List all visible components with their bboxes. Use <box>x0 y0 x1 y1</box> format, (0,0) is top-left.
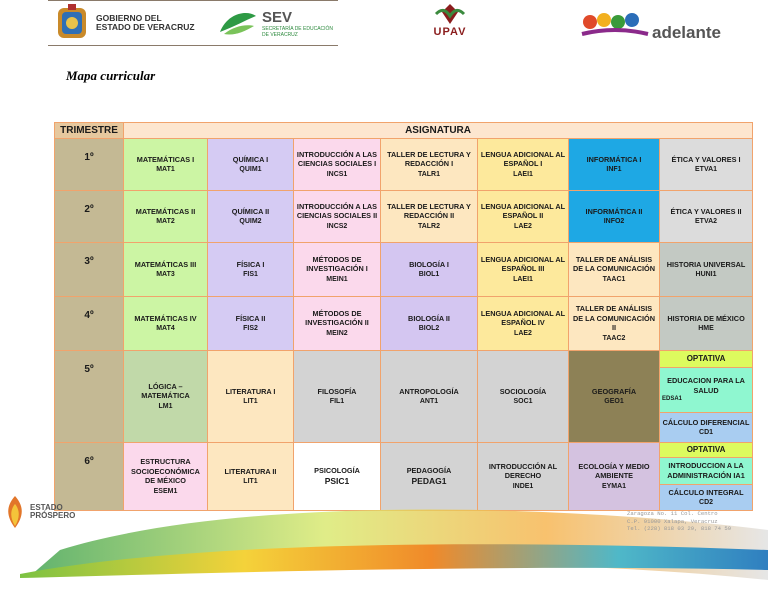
sev-name: SEV <box>262 8 293 26</box>
subject-cell <box>569 191 660 243</box>
subject-code: ESEM1 <box>153 487 178 495</box>
footer-banner <box>0 480 768 594</box>
subject-code: MEIN1 <box>326 276 348 283</box>
subject-name: LENGUA ADICIONAL AL ESPAÑOL I <box>480 149 566 169</box>
optativa-cell <box>660 413 753 443</box>
subject-name: TALLER DE LECTURA Y REDACCIÓN I <box>387 149 471 169</box>
subject-cell <box>124 351 208 443</box>
subject-code: FIS2 <box>243 325 258 333</box>
upav-subtitle <box>450 38 451 42</box>
subject-name: EDUCACION PARA LA SALUD <box>667 375 745 395</box>
address-block <box>627 510 731 533</box>
subject-code: INFO2 <box>603 218 625 226</box>
subject-name: HISTORIA UNIVERSAL <box>666 259 746 269</box>
subject-cell <box>381 243 478 297</box>
upav-logo <box>415 2 485 42</box>
trimester-label: 5º <box>55 351 124 443</box>
curriculum-table <box>54 122 753 511</box>
subject-name: MATEMÁTICAS III <box>134 259 197 269</box>
adelante-word: adelante <box>652 23 721 42</box>
table-row <box>55 191 753 243</box>
subject-cell <box>381 139 478 191</box>
subject-code: MAT1 <box>156 166 175 174</box>
subject-name: INTRODUCCIÓN AL DERECHO <box>488 461 558 481</box>
subject-name: SOCIOLOGÍA <box>499 386 547 396</box>
subject-name: GEOGRAFÍA <box>591 386 637 396</box>
subject-code: CD1 <box>699 429 714 437</box>
gobierno-veracruz-logo <box>48 0 338 46</box>
subject-name: CÁLCULO DIFERENCIAL <box>662 417 750 427</box>
subject-name: BIOLOGÍA I <box>409 259 449 269</box>
subject-code: INDE1 <box>512 483 534 490</box>
subject-code: INF1 <box>606 166 622 174</box>
subject-name: INFORMÁTICA I <box>586 154 642 164</box>
prospero-line2: PRÓSPERO <box>30 511 76 520</box>
subject-name: ÉTICA Y VALORES I <box>671 154 741 164</box>
subject-name: MÉTODOS DE INVESTIGACIÓN I <box>306 254 368 274</box>
subject-cell <box>478 243 569 297</box>
upav-emblem-icon <box>432 2 468 26</box>
estado-prospero-logo <box>2 494 75 530</box>
subject-cell <box>381 351 478 443</box>
subject-cell <box>569 139 660 191</box>
subject-name: LENGUA ADICIONAL AL ESPAÑOL II <box>480 201 566 221</box>
subject-cell <box>124 191 208 243</box>
subject-name: ANTROPOLOGÍA <box>399 386 459 396</box>
subject-name: LITERATURA I <box>225 386 276 396</box>
header-row <box>55 123 753 139</box>
subject-code: EDSA1 <box>662 396 683 403</box>
subject-code: HME <box>698 325 714 333</box>
table-row <box>55 443 753 458</box>
subject-code: LAEI1 <box>513 276 533 283</box>
subject-name: BIOLOGÍA II <box>408 313 450 323</box>
subject-code: MEIN2 <box>326 330 348 337</box>
table-row <box>55 139 753 191</box>
subject-name: QUÍMICA I <box>232 154 269 164</box>
prospero-line1: ESTADO <box>30 502 63 512</box>
subject-cell <box>294 297 381 351</box>
subject-code: LAE2 <box>514 330 532 337</box>
subject-name: MÉTODOS DE INVESTIGACIÓN II <box>305 308 369 328</box>
subject-name: ECOLOGÍA Y MEDIO AMBIENTE <box>578 461 650 481</box>
subject-cell <box>478 297 569 351</box>
subject-name: MATEMÁTICAS IV <box>134 313 197 323</box>
gob-line2: ESTADO DE VERACRUZ <box>96 22 195 32</box>
table-row <box>55 243 753 297</box>
subject-name: INTRODUCCION A LA ADMINISTRACIÓN <box>667 461 744 480</box>
subject-code: BIOL2 <box>418 325 440 333</box>
subject-cell <box>294 139 381 191</box>
subject-code: TAAC2 <box>602 334 626 342</box>
page-title: Mapa curricular <box>66 68 156 83</box>
sev-logo <box>218 8 334 38</box>
subject-cell <box>124 139 208 191</box>
address-line2: C.P. 91000 Xalapa, Veracruz <box>627 517 718 525</box>
trimester-label: 2º <box>55 191 124 243</box>
subject-cell <box>478 351 569 443</box>
subject-code: LAEI1 <box>513 171 533 178</box>
upav-name: UPAV <box>433 26 467 38</box>
subject-code: CD2 <box>699 499 714 507</box>
subject-cell <box>208 243 294 297</box>
optativa-header: OPTATIVA <box>660 443 753 458</box>
subject-name: CÁLCULO INTEGRAL <box>668 487 744 497</box>
address-line1: Zaragoza No. 11 Col. Centro <box>627 510 718 517</box>
subject-name: ÉTICA Y VALORES II <box>670 206 742 216</box>
subject-code: LM1 <box>158 403 173 410</box>
subject-cell <box>660 139 753 191</box>
subject-name: TALLER DE LECTURA Y REDACCIÓN II <box>387 201 471 221</box>
subject-code: TAAC1 <box>602 276 626 283</box>
subject-cell <box>660 243 753 297</box>
subject-cell <box>294 351 381 443</box>
subject-code: PEDAG1 <box>411 476 447 487</box>
table-row <box>55 297 753 351</box>
subject-name: INTRODUCCIÓN A LAS CIENCIAS SOCIALES II <box>296 201 378 221</box>
subject-cell <box>208 351 294 443</box>
subject-cell <box>208 297 294 351</box>
subject-code: GEO1 <box>604 398 624 406</box>
adelante-logo <box>580 8 730 44</box>
subject-code: PSIC1 <box>324 476 350 487</box>
subject-code: IA1 <box>733 471 745 480</box>
subject-code: QUIM2 <box>239 218 262 226</box>
subject-name: LITERATURA II <box>224 466 277 476</box>
subject-code: MAT4 <box>156 325 175 333</box>
header-asignatura: ASIGNATURA <box>124 123 753 139</box>
sev-leaf-icon <box>218 8 258 38</box>
subject-name: QUÍMICA II <box>231 206 270 216</box>
subject-name: INFORMÁTICA II <box>585 206 643 216</box>
subject-code: ANT1 <box>419 398 439 406</box>
subject-name: ESTRUCTURA SOCIOECONÓMICA DE MÉXICO <box>131 456 200 486</box>
subject-code: FIS1 <box>243 271 258 279</box>
subject-cell <box>478 191 569 243</box>
subject-name: TALLER DE ANÁLISIS DE LA COMUNICACIÓN <box>572 254 656 274</box>
subject-name: INTRODUCCIÓN A LAS CIENCIAS SOCIALES I <box>296 149 378 169</box>
sev-subtitle: SECRETARÍA DE EDUCACIÓN DE VERACRUZ <box>262 25 334 38</box>
subject-name: FÍSICA II <box>235 313 266 323</box>
subject-code: INCS1 <box>326 171 348 178</box>
subject-name: MATEMÁTICAS I <box>136 154 195 164</box>
subject-name: PSICOLOGÍA <box>314 465 360 475</box>
subject-cell <box>569 297 660 351</box>
veracruz-crest-icon <box>52 3 92 43</box>
subject-code: BIOL1 <box>418 271 440 279</box>
subject-code: HUNI1 <box>695 271 717 279</box>
subject-code: EYMA1 <box>601 483 627 490</box>
subject-code: LIT1 <box>243 478 258 486</box>
trimester-label: 1º <box>55 139 124 191</box>
subject-cell <box>569 351 660 443</box>
subject-code: MAT3 <box>156 271 175 279</box>
table-row <box>55 351 753 368</box>
subject-code: INCS2 <box>326 223 348 230</box>
subject-name: LENGUA ADICIONAL AL ESPAÑOL IV <box>480 308 566 328</box>
address-line3: Tel. (228) 818 03 29, 818 74 59 <box>627 525 732 533</box>
subject-cell <box>294 191 381 243</box>
subject-cell <box>381 191 478 243</box>
subject-cell <box>478 139 569 191</box>
subject-code: TALR2 <box>417 223 441 230</box>
subject-code: MAT2 <box>156 218 175 226</box>
trimester-label: 6º <box>55 443 124 511</box>
subject-name: LENGUA ADICIONAL AL ESPAÑOL III <box>480 254 566 274</box>
trimester-label: 3º <box>55 243 124 297</box>
subject-name: PEDAGOGÍA <box>406 465 452 475</box>
subject-code: SOC1 <box>513 398 533 406</box>
subject-code: FIL1 <box>329 398 345 406</box>
subject-code: ETVA2 <box>695 218 718 226</box>
subject-cell <box>660 191 753 243</box>
subject-name: LÓGICA – MATEMÁTICA <box>141 381 190 401</box>
optativa-cell <box>660 368 753 413</box>
subject-name: FÍSICA I <box>236 259 265 269</box>
optativa-header: OPTATIVA <box>660 351 753 368</box>
subject-code: TALR1 <box>417 171 441 178</box>
subject-code: QUIM1 <box>239 166 262 174</box>
subject-name: FILOSOFÍA <box>317 386 357 396</box>
subject-code: LIT1 <box>243 398 258 406</box>
header-trimestre: TRIMESTRE <box>55 123 124 139</box>
subject-name: MATEMÁTICAS II <box>135 206 196 216</box>
subject-cell <box>569 243 660 297</box>
subject-code: LAE2 <box>514 223 532 230</box>
subject-cell <box>208 139 294 191</box>
subject-cell <box>124 243 208 297</box>
adelante-figures-icon <box>580 8 650 44</box>
subject-cell <box>124 297 208 351</box>
subject-name: TALLER DE ANÁLISIS DE LA COMUNICACIÓN II <box>572 303 656 333</box>
subject-code: ETVA1 <box>695 166 718 174</box>
subject-cell <box>381 297 478 351</box>
subject-cell <box>660 297 753 351</box>
subject-cell <box>294 243 381 297</box>
subject-name: HISTORIA DE MÉXICO <box>667 313 745 323</box>
gob-line1: GOBIERNO DEL <box>96 13 162 24</box>
prospero-flame-icon <box>2 494 28 530</box>
trimester-label: 4º <box>55 297 124 351</box>
subject-cell <box>208 191 294 243</box>
